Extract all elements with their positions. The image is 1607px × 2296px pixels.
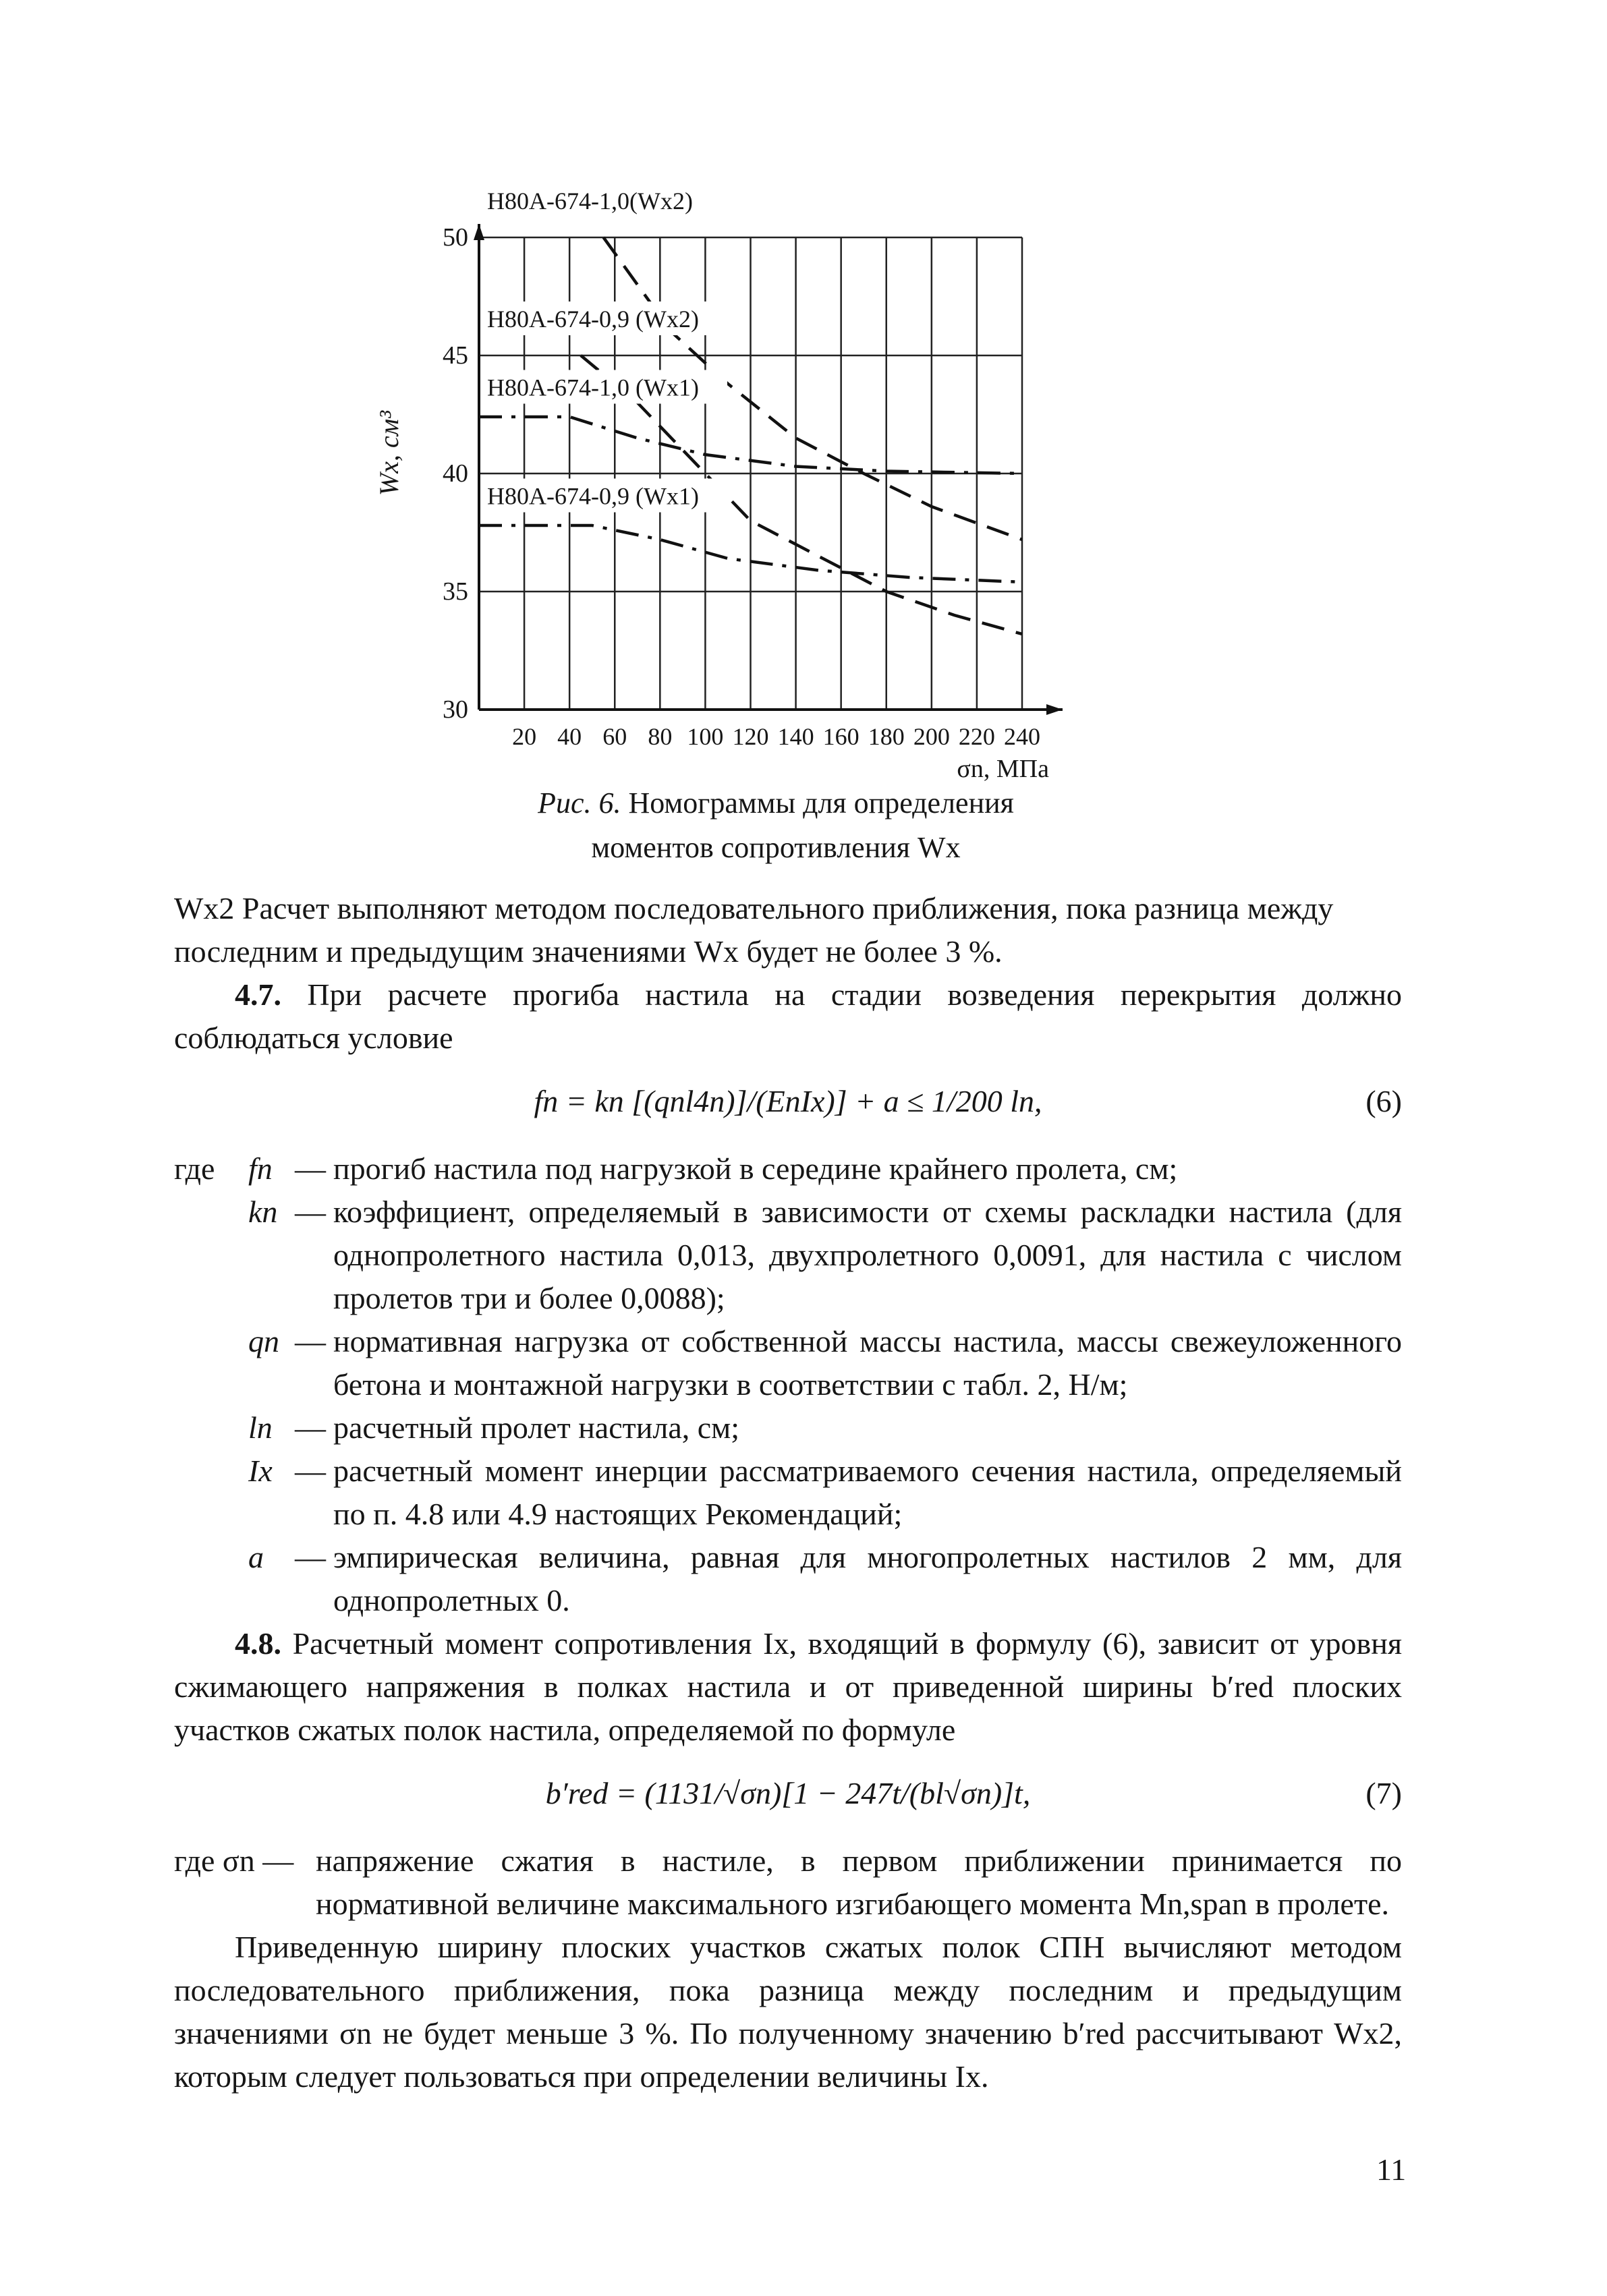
definition-text: расчетный момент инерции рассматриваемого сечения настила, определяемый по п. 4.8 или 4.9 настоящих Рекомендаций;: [333, 1454, 1402, 1531]
y-tick-label: 35: [443, 577, 468, 606]
definition-symbol: kn: [248, 1195, 278, 1229]
definition-dash: —: [295, 1454, 326, 1488]
series-label: Н80А-674-1,0 (Wx1): [487, 374, 699, 401]
paragraph-1-line-1: Wx2 Расчет выполняют методом последовательного приближения, пока разница между: [174, 891, 1334, 925]
definition-row: [174, 1320, 1402, 1406]
series-label: Н80А-674-1,0(Wx2): [487, 188, 693, 214]
definition-row: [174, 1536, 1402, 1622]
x-tick-label: 180: [868, 723, 905, 750]
series-label: Н80А-674-0,9 (Wx2): [487, 306, 699, 333]
definition-symbol: qn: [248, 1324, 279, 1358]
x-tick-label: 20: [512, 723, 537, 750]
section-number-4-7: 4.7.: [235, 977, 281, 1012]
y-tick-label: 40: [443, 459, 468, 488]
figure-caption: [472, 781, 1079, 870]
definition-dash: —: [295, 1195, 326, 1229]
x-axis-label: σn, МПа: [957, 755, 1049, 783]
formula-7-expression: b′red = (1131/√σn)[1 − 247t/(bl√σn)]t,: [545, 1776, 1031, 1810]
x-tick-label: 220: [958, 723, 995, 750]
section-number-4-8: 4.8.: [235, 1626, 281, 1661]
definition-row: [174, 1406, 1402, 1450]
x-tick-label: 240: [1004, 723, 1040, 750]
definition-lead: где: [174, 1151, 215, 1186]
x-tick-label: 120: [732, 723, 769, 750]
y-axis-arrow: [474, 224, 484, 240]
series-label: Н80А-674-0,9 (Wx1): [487, 482, 699, 510]
definition-text: прогиб настила под нагрузкой в середине крайнего пролета, см;: [333, 1151, 1178, 1186]
definition-dash: —: [295, 1324, 326, 1358]
caption-lead: Рис. 6.: [538, 786, 621, 820]
nomogram-chart: [351, 177, 1093, 783]
paragraph-4-8: [174, 1622, 1402, 1752]
definition-text: нормативная нагрузка от собственной массы настила, массы свежеуложенного бетона и монтажной нагрузки в соответствии с табл. 2, Н/м;: [333, 1324, 1402, 1402]
definition-text: коэффициент, определяемый в зависимости от схемы раскладки настила (для однопролетного настила 0,013, двухпролетного 0,0091, для настила с числом пролетов три и более 0,0088);: [333, 1195, 1402, 1315]
definition-row: [174, 1190, 1402, 1320]
paragraph-4-8-text: Расчетный момент сопротивления Ix, входящий в формулу (6), зависит от уровня сжимающего напряжения в полках настила и от приведенной ширины b′red плоских участков сжатых полок настила, определяемой по формуле: [174, 1626, 1402, 1747]
definition-row: [174, 1450, 1402, 1536]
definition-dash: —: [295, 1410, 326, 1445]
y-tick-label: 30: [443, 695, 468, 724]
x-tick-label: 80: [648, 723, 673, 750]
definition-text: эмпирическая величина, равная для многопролетных настилов 2 мм, для однопролетных 0.: [333, 1540, 1402, 1617]
caption-line2: моментов сопротивления Wx: [591, 831, 961, 864]
x-tick-label: 40: [557, 723, 582, 750]
formula-6-number: (6): [1365, 1084, 1402, 1118]
paragraph-4-7-text: При расчете прогиба настила на стадии возведения перекрытия должно соблюдаться условие: [174, 977, 1402, 1055]
definition-symbol: ln: [248, 1410, 273, 1445]
definition-list: [174, 1147, 1402, 1622]
y-axis-label: Wx, см³: [374, 410, 404, 496]
formula-7-number: (7): [1365, 1776, 1402, 1810]
x-tick-label: 160: [822, 723, 859, 750]
definition-symbol: Ix: [248, 1454, 273, 1488]
paragraph-final: Приведенную ширину плоских участков сжатых полок СПН вычисляют методом последовательного приближения, пока разница между последним и предыдущим значениями σn не будет меньше 3 %. По полученному значению b′red рассчитывают Wx2, которым следует пользоваться при определении величины Ix.: [174, 1930, 1402, 2094]
sigma-definition-text: напряжение сжатия в настиле, в первом приближении принимается по нормативной величине максимального изгибающего момента Mn,span в пролете.: [316, 1843, 1402, 1921]
formula-6: [174, 1080, 1402, 1123]
x-tick-label: 60: [602, 723, 627, 750]
sigma-definition: [174, 1839, 1402, 1926]
x-tick-label: 140: [777, 723, 814, 750]
formula-6-expression: fn = kn [(qnl4n)]/(EnIx)] + a ≤ 1/200 ln,: [534, 1084, 1042, 1118]
formula-7: [174, 1772, 1402, 1815]
definition-dash: —: [295, 1540, 326, 1574]
y-tick-label: 50: [443, 223, 468, 252]
paragraph-4-7: [174, 973, 1402, 1060]
y-tick-label: 45: [443, 341, 468, 370]
definition-dash: —: [295, 1151, 326, 1186]
x-tick-label: 200: [913, 723, 950, 750]
definition-row: [174, 1147, 1402, 1190]
definition-symbol: fn: [248, 1151, 273, 1186]
body-text: [174, 887, 1402, 2098]
page-number: 11: [1376, 2152, 1407, 2187]
x-axis-arrow: [1046, 704, 1063, 715]
x-tick-label: 100: [687, 723, 724, 750]
sigma-definition-lead: где σn —: [174, 1843, 294, 1878]
caption-rest: Номограммы для определения: [621, 786, 1014, 820]
paragraph-1-line-2: последним и предыдущим значениями Wx будет не более 3 %.: [174, 934, 1003, 969]
definition-text: расчетный пролет настила, см;: [333, 1410, 740, 1445]
definition-symbol: a: [248, 1540, 264, 1574]
